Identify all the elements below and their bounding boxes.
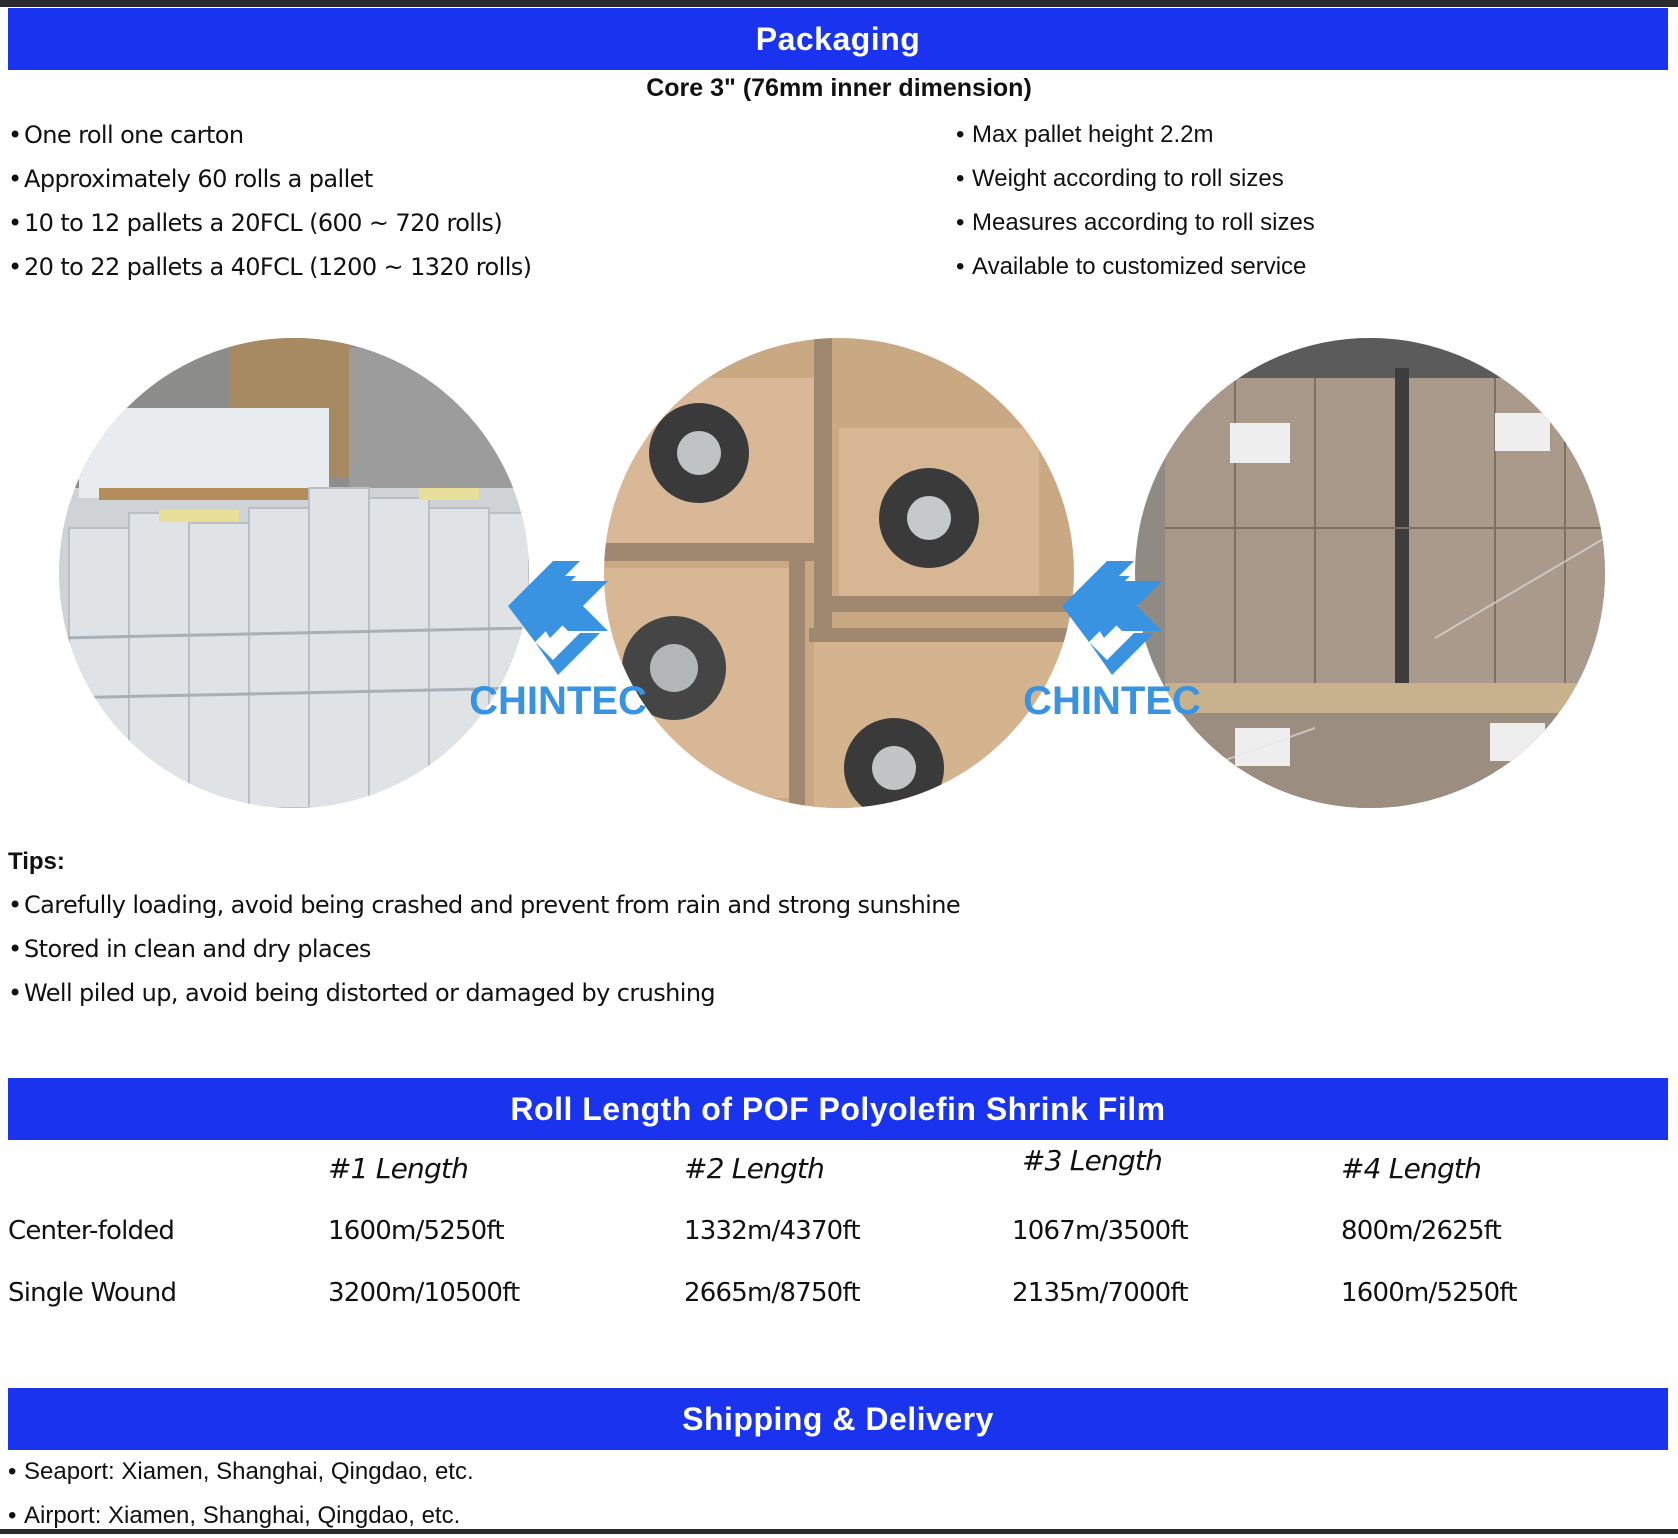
- shipping-title: Shipping & Delivery: [682, 1401, 994, 1437]
- core-subtitle: Core 3" (76mm inner dimension): [646, 74, 1032, 102]
- list-item: • Measures according to roll sizes: [956, 201, 1315, 245]
- table-cell: 3200m/10500ft: [328, 1278, 520, 1308]
- tips-heading: Tips:: [8, 848, 65, 875]
- tips-list: [8, 883, 960, 1015]
- column-header: #2 Length: [684, 1152, 825, 1185]
- chintec-watermark-logo: [1022, 548, 1202, 718]
- table-cell: 1067m/3500ft: [1012, 1216, 1188, 1246]
- table-cell: 1600m/5250ft: [328, 1216, 504, 1246]
- packaging-title: Packaging: [755, 21, 921, 57]
- list-item: • 10 to 12 pallets a 20FCL (600 ~ 720 rolls): [8, 201, 531, 245]
- roll-length-banner: [8, 1078, 1668, 1140]
- list-item: • Airport: Xiamen, Shanghai, Qingdao, etc.: [8, 1494, 474, 1538]
- watermark-text: CHINTEC: [1023, 679, 1201, 718]
- list-item: • Approximately 60 rolls a pallet: [8, 157, 531, 201]
- list-item: • Stored in clean and dry places: [8, 927, 960, 971]
- column-header: #4 Length: [1341, 1152, 1482, 1185]
- table-cell: 2665m/8750ft: [684, 1278, 860, 1308]
- table-cell: 800m/2625ft: [1341, 1216, 1501, 1246]
- column-header: #1 Length: [328, 1152, 469, 1185]
- list-item: • Weight according to roll sizes: [956, 157, 1315, 201]
- table-cell: 1600m/5250ft: [1341, 1278, 1517, 1308]
- top-border: [0, 0, 1678, 7]
- list-item: • Available to customized service: [956, 245, 1315, 289]
- list-item: • Well piled up, avoid being distorted or damaged by crushing: [8, 971, 960, 1015]
- chintec-watermark-logo: [468, 548, 648, 718]
- row-label: Single Wound: [8, 1278, 177, 1308]
- packaging-right-list: [956, 113, 1315, 289]
- watermark-text: CHINTEC: [469, 679, 647, 718]
- packaging-banner: [8, 8, 1668, 70]
- photo-carton-rolls: [604, 338, 1074, 808]
- table-cell: 2135m/7000ft: [1012, 1278, 1188, 1308]
- photo-wrapped-pallets: [1135, 338, 1605, 808]
- column-header: #3 Length: [1022, 1144, 1163, 1177]
- list-item: • Seaport: Xiamen, Shanghai, Qingdao, etc.: [8, 1450, 474, 1494]
- packaging-left-list: [8, 113, 531, 289]
- row-label: Center-folded: [8, 1216, 175, 1246]
- roll-length-title: Roll Length of POF Polyolefin Shrink Film: [510, 1091, 1166, 1127]
- shipping-list: [8, 1450, 474, 1538]
- photo-warehouse-rolls: [59, 338, 529, 808]
- list-item: • One roll one carton: [8, 113, 531, 157]
- shipping-banner: [8, 1388, 1668, 1450]
- list-item: • 20 to 22 pallets a 40FCL (1200 ~ 1320 rolls): [8, 245, 531, 289]
- table-cell: 1332m/4370ft: [684, 1216, 860, 1246]
- list-item: • Max pallet height 2.2m: [956, 113, 1315, 157]
- list-item: • Carefully loading, avoid being crashed and prevent from rain and strong sunshine: [8, 883, 960, 927]
- bottom-border: [0, 1529, 1678, 1534]
